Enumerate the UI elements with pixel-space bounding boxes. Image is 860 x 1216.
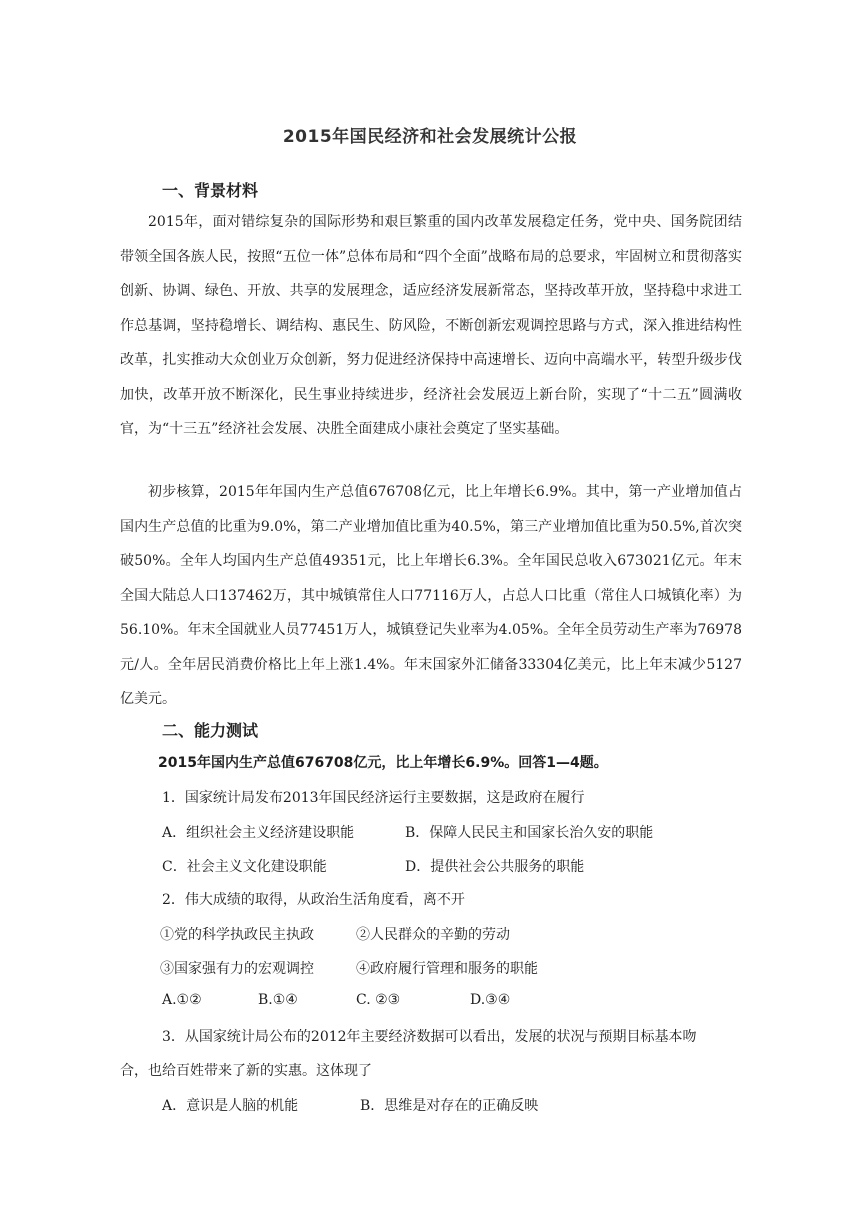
background-paragraph-2: 初步核算，2015年年国内生产总值676708亿元，比上年增长6.9%。其中，第一产业增加值占国内生产总值的比重为9.0%，第二产业增加值比重为40.5%，第三产业增加值比重为50.5%,首次突破50%。全年人均国内生产总值49351元，比上年增长6.3%。全年国民总收入673021亿元。年末全国大陆总人口137462万，其中城镇常住人口77116万人，占总人口比重（常住人口城镇化率）为56.10%。年末全国就业人员77451万人，城镇登记失业率为4.05%。全年全员劳动生产率为76978元/人。全年居民消费价格比上年上涨1.4%。年末国家外汇储备33304亿美元，比上年末减少5127亿美元。 (120, 484, 742, 707)
section-heading-background: 一、背景材料 (162, 181, 259, 200)
question-1-option-c: C．社会主义文化建设职能 (162, 859, 327, 875)
question-2-statement-2: ②人民群众的辛勤的劳动 (356, 927, 510, 943)
question-2-stem: 2．伟大成绩的取得，从政治生活角度看，离不开 (162, 892, 465, 908)
question-3-stem-line-1: 3．从国家统计局公布的2012年主要经济数据可以看出，发展的状况与预期目标基本吻 (162, 1029, 697, 1045)
question-1-stem: 1．国家统计局发布2013年国民经济运行主要数据，这是政府在履行 (162, 790, 585, 806)
question-3-option-a: A．意识是人脑的机能 (162, 1098, 299, 1114)
question-3-stem-line-2: 合，也给百姓带来了新的实惠。这体现了 (120, 1063, 372, 1079)
question-2-option-c: C. ②③ (356, 992, 401, 1008)
question-3-option-b: B．思维是对存在的正确反映 (360, 1098, 539, 1114)
section-heading-ability-test: 二、能力测试 (162, 721, 259, 740)
question-1-option-b: B．保障人民民主和国家长治久安的职能 (405, 825, 654, 841)
question-2-statement-4: ④政府履行管理和服务的职能 (356, 961, 538, 977)
question-2-option-a: A.①② (162, 992, 202, 1008)
questions-intro: 2015年国内生产总值676708亿元，比上年增长6.9%。回答1—4题。 (158, 755, 608, 771)
question-1-option-a: A．组织社会主义经济建设职能 (162, 825, 355, 841)
question-2-statement-3: ③国家强有力的宏观调控 (160, 961, 314, 977)
question-2-option-d: D.③④ (470, 992, 511, 1008)
question-2-option-b: B.①④ (258, 992, 298, 1008)
question-2-statement-1: ①党的科学执政民主执政 (160, 927, 314, 943)
background-paragraph-1: 2015年，面对错综复杂的国际形势和艰巨繁重的国内改革发展稳定任务，党中央、国务院团结带领全国各族人民，按照“五位一体”总体布局和“四个全面”战略布局的总要求，牢固树立和贯彻落实创新、协调、绿色、开放、共享的发展理念，适应经济发展新常态，坚持改革开放，坚持稳中求进工作总基调，坚持稳增长、调结构、惠民生、防风险，不断创新宏观调控思路与方式，深入推进结构性改革，扎实推动大众创业万众创新，努力促进经济保持中高速增长、迈向中高端水平，转型升级步伐加快，改革开放不断深化，民生事业持续进步，经济社会发展迈上新台阶，实现了“十二五”圆满收官，为“十三五”经济社会发展、决胜全面建成小康社会奠定了坚实基础。 (120, 214, 742, 437)
document-title: 2015年国民经济和社会发展统计公报 (282, 127, 578, 147)
question-1-option-d: D．提供社会公共服务的职能 (405, 859, 585, 875)
